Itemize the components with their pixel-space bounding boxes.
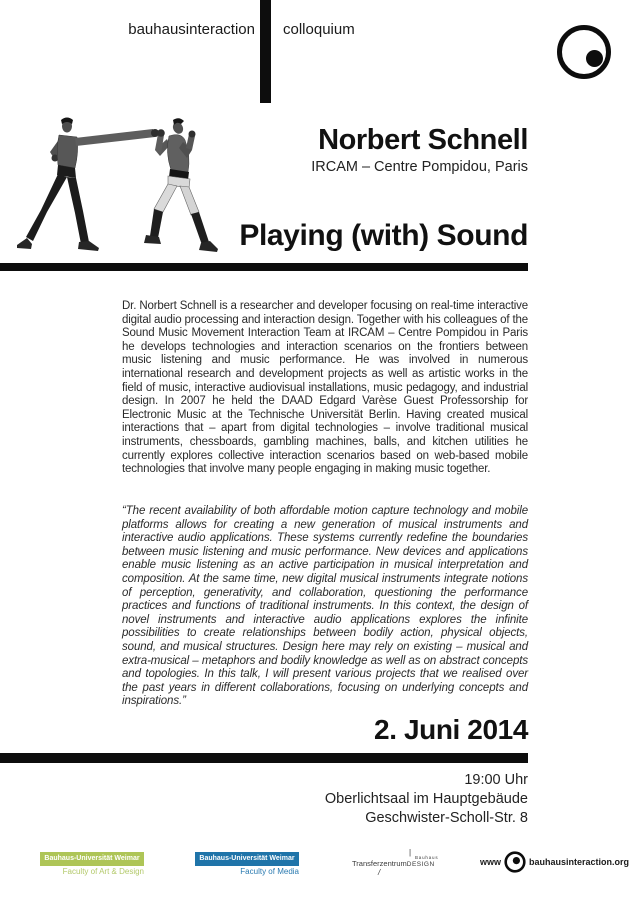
event-address: Geschwister-Scholl-Str. 8 xyxy=(365,810,528,826)
speaker-affiliation: IRCAM – Centre Pompidou, Paris xyxy=(311,159,528,175)
buw-art-design-faculty-label: Faculty of Art & Design xyxy=(62,867,144,876)
website-www-label: www xyxy=(480,857,502,867)
transferzentrum-pipe-glyph: | xyxy=(409,848,412,857)
event-date: 2. Juni 2014 xyxy=(374,714,528,745)
website-domain-label: bauhausinteraction.org xyxy=(529,857,630,867)
circle-dot-icon xyxy=(503,850,527,874)
brand-text: bauhausinteraction xyxy=(128,21,255,38)
buw-media-faculty-label: Faculty of Media xyxy=(240,867,299,876)
abstract-quote-paragraph: “The recent availability of both affordable motion capture technology and mobile platforms allows for creating a new generation of musical instruments and interactive audio applications. These systems currently redefine the boundaries between music listening and music performance. New devices and applications enable music listening as an active participation in musical interpretation and composition. At the same time, new digital musical instruments integrate notions of perception, generativity, and collaboration, questioning the performance practices and functions of traditional instruments. In this context, the design of novel instruments and interactive audio applications explores the infinite possibilities to create relationships between bodily action, physical objects, sound, and musical structures. Design here may rely on existing – musical and extra-musical – metaphors and bodily knowledge as well as on abstract concepts and topologies. In this talk, I will present various projects that we realised over the past years in different collaborations, focusing on underlying concepts and inspirations.” xyxy=(122,505,528,708)
talk-title: Playing (with) Sound xyxy=(239,219,528,252)
date-underline-bar xyxy=(0,753,528,763)
header-divider-bar xyxy=(260,0,271,103)
buw-art-design-logo xyxy=(40,852,144,876)
transferzentrum-slash-glyph: / xyxy=(378,868,381,877)
website-logo xyxy=(480,850,629,874)
buw-media-logo xyxy=(195,852,299,876)
transferzentrum-wordmark: TransferzentrumDESIGN xyxy=(352,859,435,868)
event-time: 19:00 Uhr xyxy=(464,772,528,788)
event-venue: Oberlichtsaal im Hauptgebäude xyxy=(324,791,528,807)
bauhausinteraction-circle-dot-icon xyxy=(556,24,612,80)
transferzentrum-design-logo xyxy=(352,849,462,881)
speaker-name: Norbert Schnell xyxy=(318,124,528,156)
speaker-bio-paragraph: Dr. Norbert Schnell is a researcher and developer focusing on real-time interactive digital audio processing and interaction design. Together with his colleagues of the Sound Music Movement Interaction Team at IRCAM – Centre Pompidou in Paris he develops technologies and interaction scenarios on the frontiers between music listening and music performance. He was involved in numerous international research and development projects as well as artistic works in the field of music, interactive audiovisual installations, music pedagogy, and industrial design. In 2007 he held the DAAD Edgard Varèse Guest Professorship for Electronic Music at the Technische Universität Berlin. Having created musical interactions that – apart from digital technologies – involve traditional musical instruments, chessboards, gambling machines, balls, and kitchen utilities he currently explores collective interaction scenarios based on web-based mobile technologies that involve many people engaging in making music together. xyxy=(122,300,528,476)
series-text: colloquium xyxy=(283,21,355,38)
title-underline-bar xyxy=(0,263,528,271)
transferzentrum-bauhaus-label: Bauhaus xyxy=(415,855,439,860)
buw-art-design-wordmark: Bauhaus-Universität Weimar xyxy=(40,852,144,866)
buw-media-wordmark: Bauhaus-Universität Weimar xyxy=(195,852,299,866)
event-details xyxy=(0,771,528,828)
